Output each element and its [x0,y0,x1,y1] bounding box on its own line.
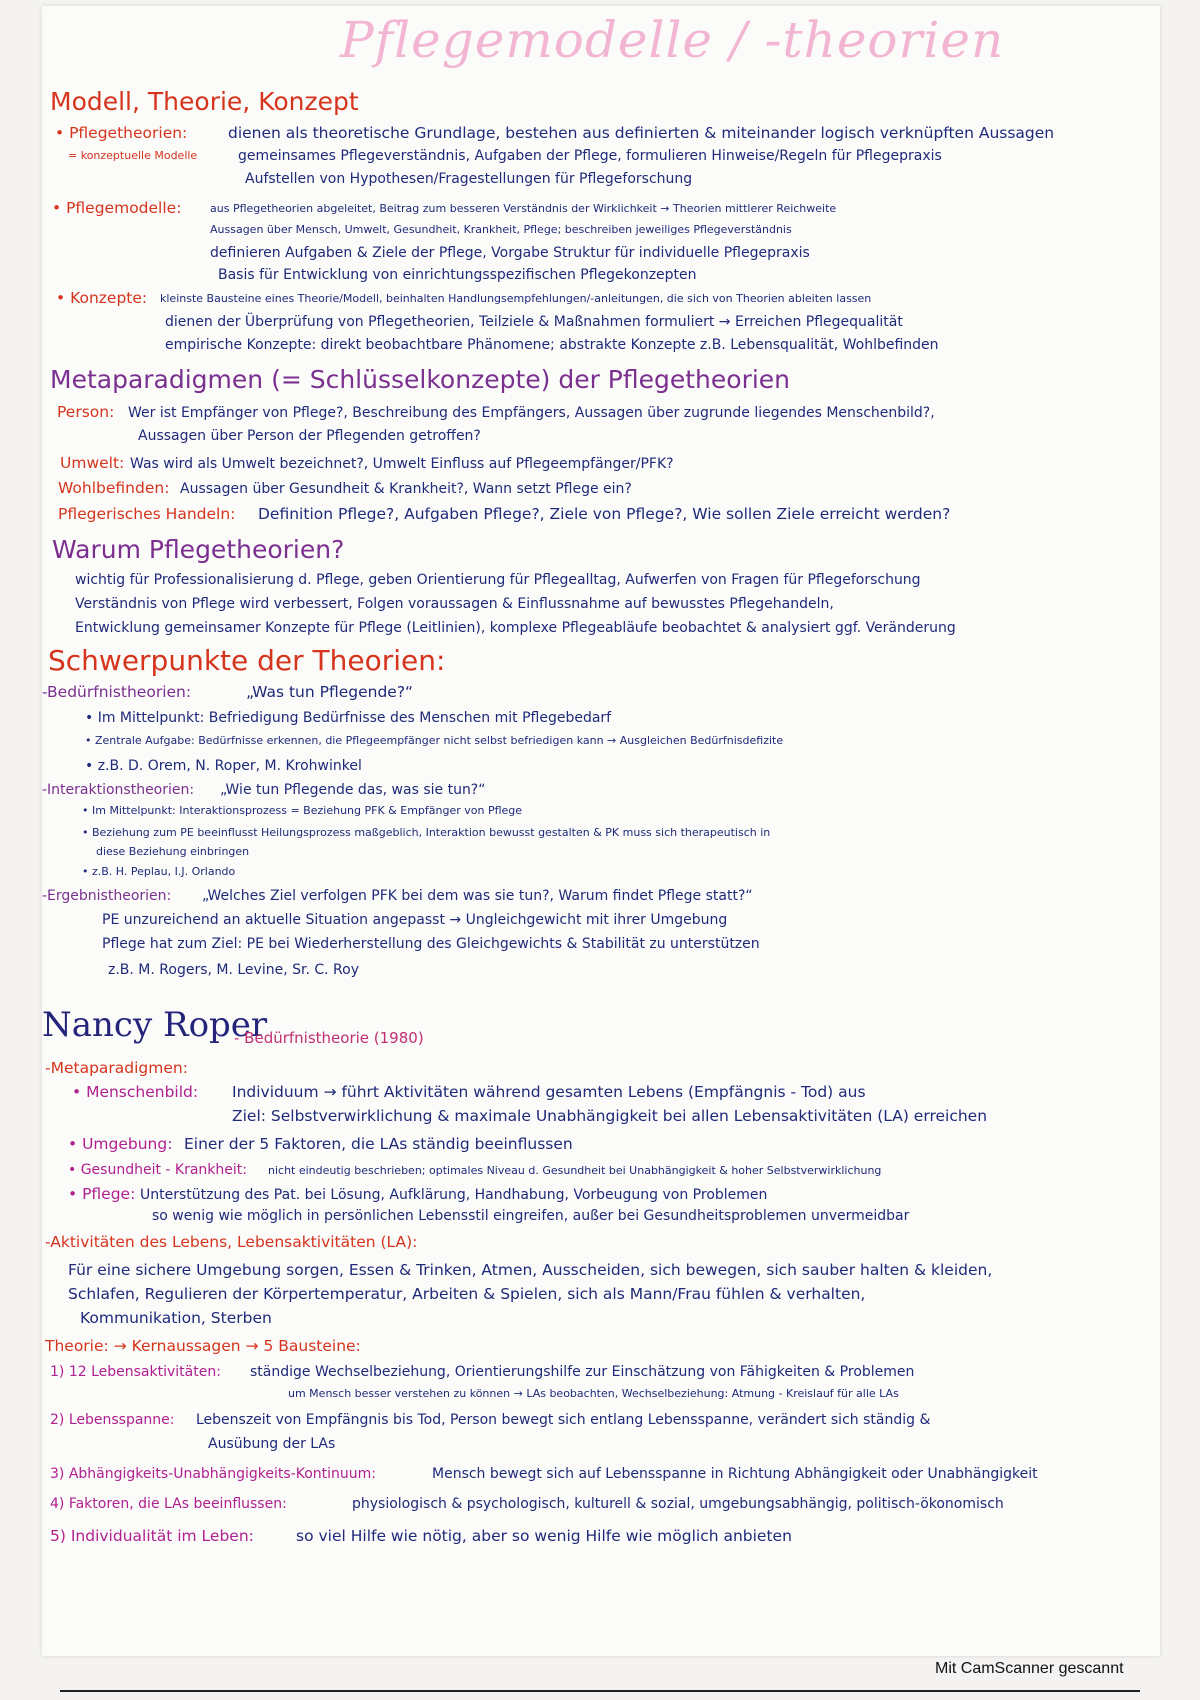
text-ergebnis-3: z.B. M. Rogers, M. Levine, Sr. C. Roy [108,962,359,978]
heading-metaparadigmen: Metaparadigmen (= Schlüsselkonzepte) der Pflegetheorien [50,365,791,394]
label-baustein-5: 5) Individualität im Leben: [50,1527,254,1545]
text-umwelt: Was wird als Umwelt bezeichnet?, Umwelt Einfluss auf Pflegeempfänger/PFK? [130,456,674,472]
text-baustein-5: so viel Hilfe wie nötig, aber so wenig Hilfe wie möglich anbieten [296,1527,792,1545]
heading-nancy-roper: Nancy Roper [42,1005,268,1045]
text-interaktion-1: • Im Mittelpunkt: Interaktionsprozess = Beziehung PFK & Empfänger von Pflege [82,804,523,817]
text-ergebnis-2: Pflege hat zum Ziel: PE bei Wiederherstellung des Gleichgewichts & Stabilität zu unterstützen [102,936,760,952]
text-warum-1: wichtig für Professionalisierung d. Pflege, geben Orientierung für Pflegealltag, Aufwerfen von Fragen für Pflegeforschung [75,572,921,588]
text-baustein-1b: um Mensch besser verstehen zu können → LAs beobachten, Wechselbeziehung: Atmung - Kreislauf für alle LAs [288,1387,899,1400]
label-pflegemodelle: • Pflegemodelle: [52,199,182,217]
heading-schwerpunkte: Schwerpunkte der Theorien: [48,644,446,677]
label-lebensaktivitaeten: -Aktivitäten des Lebens, Lebensaktivitäten (LA): [45,1233,418,1251]
text-konzeptuelle-modelle: gemeinsames Pflegeverständnis, Aufgaben der Pflege, formulieren Hinweise/Regeln für Pflegepraxis [238,148,942,164]
label-person: Person: [57,403,115,421]
text-menschenbild-2: Ziel: Selbstverwirklichung & maximale Unabhängigkeit bei allen Lebensaktivitäten (LA) erreichen [232,1107,988,1125]
label-baustein-1: 1) 12 Lebensaktivitäten: [50,1364,221,1380]
text-ergebnis-1: PE unzureichend an aktuelle Situation angepasst → Ungleichgewicht mit ihrer Umgebung [102,912,728,928]
label-konzeptuelle-modelle: = konzeptuelle Modelle [68,149,198,162]
label-menschenbild: • Menschenbild: [72,1083,199,1101]
text-konzepte-1: kleinste Bausteine eines Theorie/Modell, beinhalten Handlungsempfehlungen/-anleitungen, die sich von Theorien ableiten lassen [160,292,872,305]
text-warum-3: Entwicklung gemeinsamer Konzepte für Pflege (Leitlinien), komplexe Pflegeabläufe beobachtet & analysiert ggf. Veränderung [75,620,956,636]
text-pflegemodelle-4: Basis für Entwicklung von einrichtungsspezifischen Pflegekonzepten [218,267,697,283]
text-pflegemodelle-2: Aussagen über Mensch, Umwelt, Gesundheit, Krankheit, Pflege; beschreiben jeweiliges Pflegeverständnis [210,223,792,236]
label-pflegerisches-handeln: Pflegerisches Handeln: [58,505,236,523]
label-ergebnistheorien: -Ergebnistheorien: [42,888,172,904]
text-pflegemodelle-1: aus Pflegetheorien abgeleitet, Beitrag zum besseren Verständnis der Wirklichkeit → Theorien mittlerer Reichweite [210,202,837,215]
text-beduerfnis-1: • Im Mittelpunkt: Befriedigung Bedürfnisse des Menschen mit Pflegebedarf [85,710,612,726]
text-beduerfnis-3: • z.B. D. Orem, N. Roper, M. Krohwinkel [85,758,362,774]
text-la-3: Kommunikation, Sterben [80,1309,272,1327]
label-baustein-4: 4) Faktoren, die LAs beeinflussen: [50,1496,287,1512]
text-menschenbild-1: Individuum → führt Aktivitäten während gesamten Lebens (Empfängnis - Tod) aus [232,1083,866,1101]
label-pflege: • Pflege: [68,1185,136,1203]
text-warum-2: Verständnis von Pflege wird verbessert, Folgen voraussagen & Einflussnahme auf bewusstes Pflegehandeln, [75,596,834,612]
text-beduerfnis-frage: „Was tun Pflegende?“ [246,683,414,701]
text-la-1: Für eine sichere Umgebung sorgen, Essen & Trinken, Atmen, Ausscheiden, sich bewegen, sich sauber halten & kleiden, [68,1261,993,1279]
text-pflege-2: so wenig wie möglich in persönlichen Lebensstil eingreifen, außer bei Gesundheitsproblemen unvermeidbar [152,1208,910,1224]
text-baustein-2: Lebenszeit von Empfängnis bis Tod, Person bewegt sich entlang Lebensspanne, verändert sich ständig & [196,1412,931,1428]
text-interaktion-frage: „Wie tun Pflegende das, was sie tun?“ [220,782,486,798]
label-umwelt: Umwelt: [60,454,125,472]
text-baustein-3: Mensch bewegt sich auf Lebensspanne in Richtung Abhängigkeit oder Unabhängigkeit [432,1466,1038,1482]
bottom-divider [60,1690,1140,1692]
text-pflegetheorien: dienen als theoretische Grundlage, bestehen aus definierten & miteinander logisch verknüpften Aussagen [228,124,1055,142]
text-pflegemodelle-3: definieren Aufgaben & Ziele der Pflege, Vorgabe Struktur für individuelle Pflegepraxis [210,245,810,261]
text-interaktion-2: • Beziehung zum PE beeinflusst Heilungsprozess maßgeblich, Interaktion bewusst gestalten & PK muss sich therapeutisch in [82,826,771,839]
text-person: Wer ist Empfänger von Pflege?, Beschreibung des Empfängers, Aussagen über zugrunde liegendes Menschenbild?, [128,405,935,421]
text-konzepte-3: empirische Konzepte: direkt beobachtbare Phänomene; abstrakte Konzepte z.B. Lebensqualität, Wohlbefinden [165,337,939,353]
label-umgebung: • Umgebung: [68,1135,173,1153]
page-title: Pflegemodelle / -theorien [340,11,1005,69]
text-pflege-1: Unterstützung des Pat. bei Lösung, Aufklärung, Handhabung, Vorbeugung von Problemen [140,1187,768,1203]
text-konzeptuelle-modelle-2: Aufstellen von Hypothesen/Fragestellungen für Pflegeforschung [245,171,693,187]
label-beduerfnistheorien: -Bedürfnistheorien: [42,683,192,701]
scanner-watermark: Mit CamScanner gescannt [935,1660,1124,1677]
text-baustein-2b: Ausübung der LAs [208,1436,336,1452]
label-wohlbefinden: Wohlbefinden: [58,479,170,497]
label-baustein-2: 2) Lebensspanne: [50,1412,175,1428]
label-theorie-bausteine: Theorie: → Kernaussagen → 5 Bausteine: [45,1337,361,1355]
text-pflegerisches-handeln: Definition Pflege?, Aufgaben Pflege?, Ziele von Pflege?, Wie sollen Ziele erreicht werden? [258,505,951,523]
text-konzepte-2: dienen der Überprüfung von Pflegetheorien, Teilziele & Maßnahmen formuliert → Erreichen Pflegequalität [165,314,903,330]
text-interaktion-2b: diese Beziehung einbringen [96,845,250,858]
text-umgebung: Einer der 5 Faktoren, die LAs ständig beeinflussen [184,1135,573,1153]
heading-warum-pflegetheorien: Warum Pflegetheorien? [52,535,345,564]
label-metaparadigmen-roper: -Metaparadigmen: [45,1059,188,1077]
text-beduerfnis-2: • Zentrale Aufgabe: Bedürfnisse erkennen, die Pflegeempfänger nicht selbst befriedigen kann → Ausgleichen Bedürfnisdefizite [85,734,784,747]
heading-modell-theorie-konzept: Modell, Theorie, Konzept [50,87,359,116]
label-pflegetheorien: • Pflegetheorien: [55,124,188,142]
text-gesundheit-krankheit: nicht eindeutig beschrieben; optimales Niveau d. Gesundheit bei Unabhängigkeit & hoher Selbstverwirklichung [268,1164,882,1177]
label-gesundheit-krankheit: • Gesundheit - Krankheit: [68,1162,247,1178]
label-baustein-3: 3) Abhängigkeits-Unabhängigkeits-Kontinuum: [50,1466,377,1482]
text-interaktion-3: • z.B. H. Peplau, I.J. Orlando [82,865,236,878]
text-baustein-1: ständige Wechselbeziehung, Orientierungshilfe zur Einschätzung von Fähigkeiten & Problemen [250,1364,915,1380]
text-wohlbefinden: Aussagen über Gesundheit & Krankheit?, Wann setzt Pflege ein? [180,481,632,497]
subheading-beduerfnistheorie: - Bedürfnistheorie (1980) [234,1029,424,1047]
text-baustein-4: physiologisch & psychologisch, kulturell & sozial, umgebungsabhängig, politisch-ökonomisch [352,1496,1004,1512]
text-la-2: Schlafen, Regulieren der Körpertemperatur, Arbeiten & Spielen, sich als Mann/Frau fühlen & verhalten, [68,1285,866,1303]
text-ergebnis-frage: „Welches Ziel verfolgen PFK bei dem was sie tun?, Warum findet Pflege statt?“ [202,888,753,904]
text-person-2: Aussagen über Person der Pflegenden getroffen? [138,428,481,444]
label-interaktionstheorien: -Interaktionstheorien: [42,782,195,798]
label-konzepte: • Konzepte: [56,289,148,307]
